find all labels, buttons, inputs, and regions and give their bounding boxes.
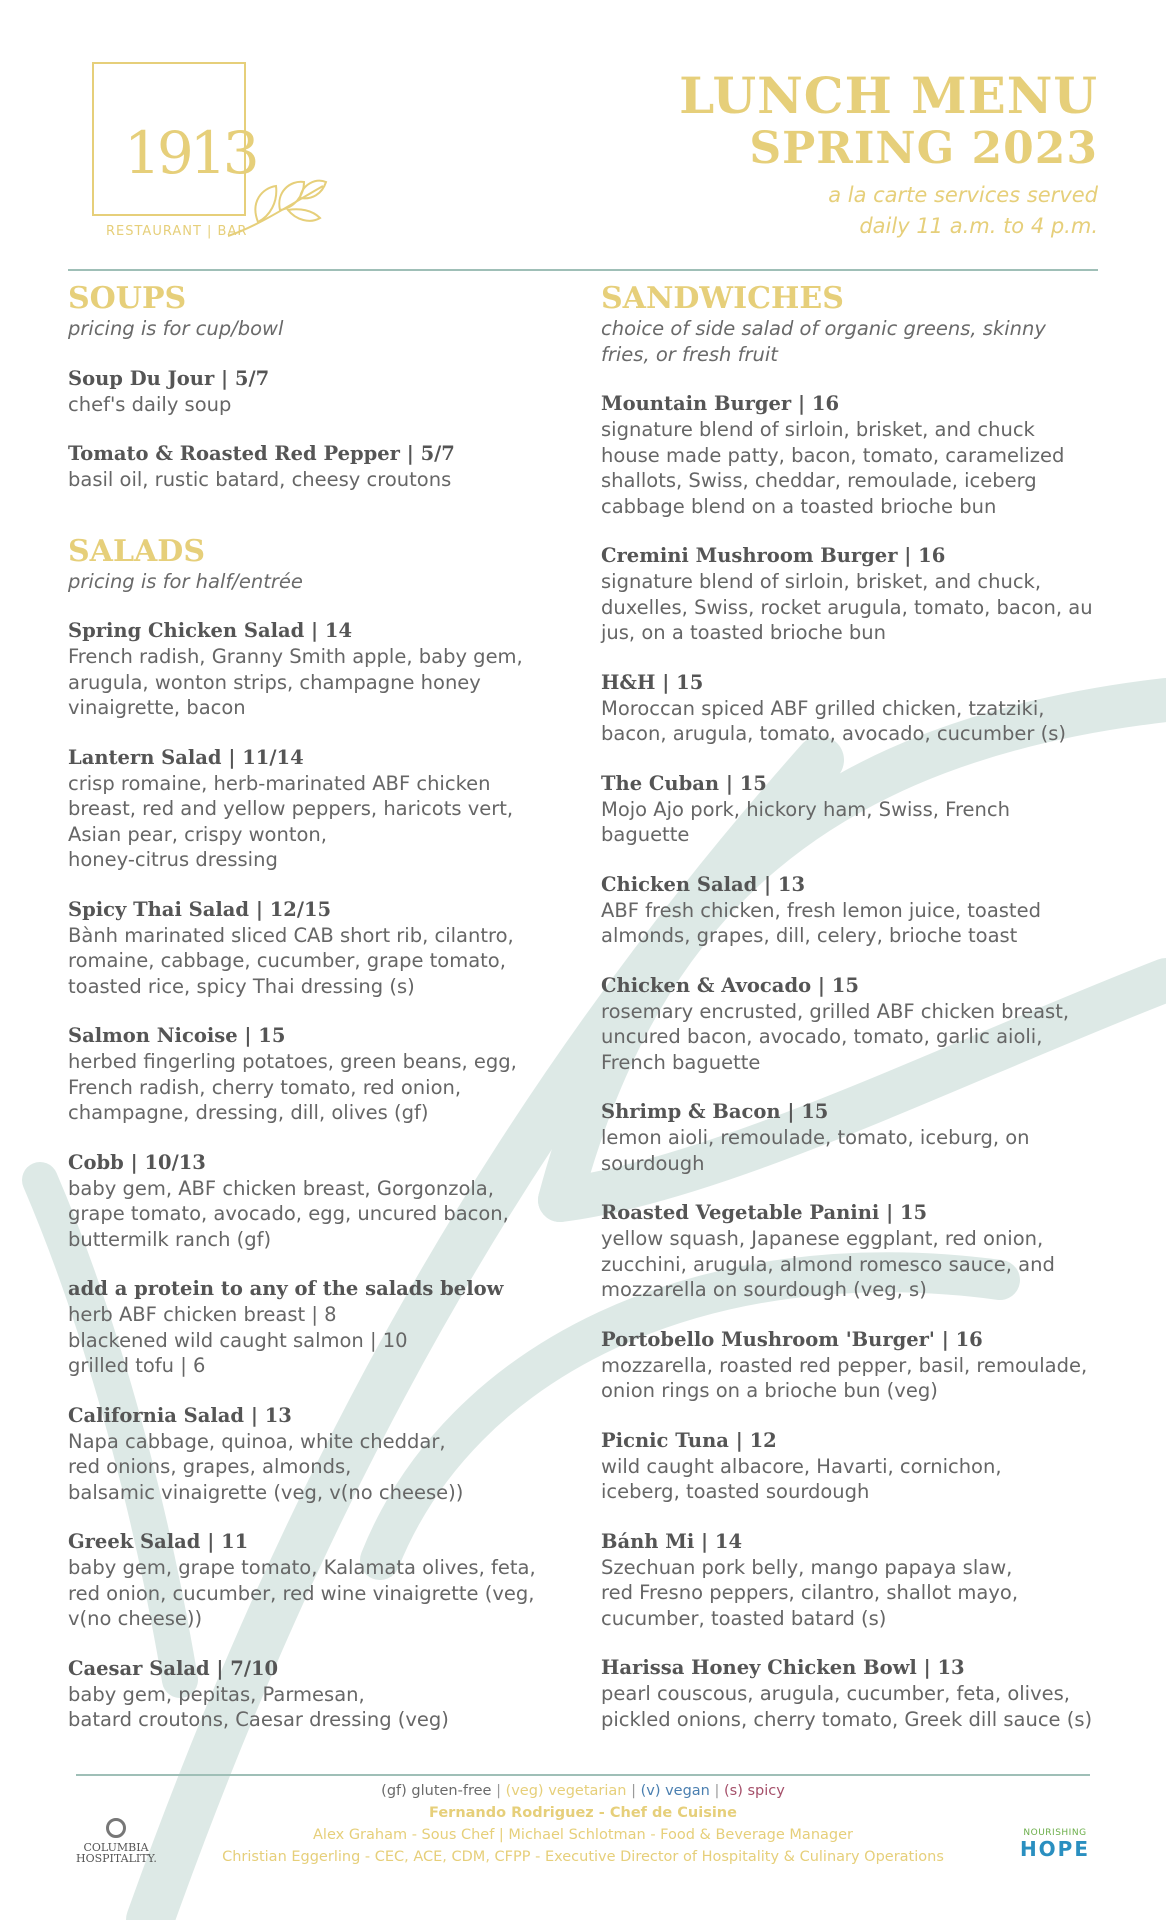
menu-item — [601, 872, 1111, 949]
menu-item-description: ABF fresh chicken, fresh lemon juice, toasted almonds, grapes, dill, celery, brioche toast — [601, 898, 1041, 947]
service-hours-line2: daily 11 a.m. to 4 p.m. — [859, 214, 1098, 238]
menu-title: LUNCH MENU — [679, 66, 1098, 125]
menu-item-description: signature blend of sirloin, brisket, and chuck, duxelles, Swiss, rocket arugula, tomato, bacon, au jus, on a toasted brioche bun — [601, 570, 1093, 644]
menu-item — [68, 1403, 548, 1506]
logo-number: 1913 — [124, 119, 256, 187]
menu-item-description: crisp romaine, herb-marinated ABF chicken breast, red and yellow peppers, haricots vert, Asian pear, crispy wonton, honey-citrus dressing — [68, 771, 514, 871]
menu-item-description: chef's daily soup — [68, 392, 232, 416]
menu-item-name: California Salad | 13 — [68, 1403, 292, 1427]
footer-divider — [76, 1774, 1090, 1776]
chef-credit: Fernando Rodriguez - Chef de Cuisine — [429, 1805, 737, 1821]
legend-gluten-free: (gf) gluten-free — [381, 1783, 492, 1799]
menu-item-description: herb ABF chicken breast | 8 blackened wild caught salmon | 10 grilled tofu | 6 — [68, 1303, 408, 1377]
menu-item-description: herbed fingerling potatoes, green beans, egg, French radish, cherry tomato, red onion, champagne, dressing, dill, olives (gf) — [68, 1050, 517, 1124]
columbia-hospitality-logo: COLUMBIA HOSPITALITY. — [76, 1818, 156, 1864]
staff-credit-line2: Christian Eggerling - CEC, ACE, CDM, CFPP - Executive Director of Hospitality & Culinary Operations — [222, 1849, 944, 1865]
menu-item — [601, 670, 1111, 747]
menu-item — [68, 366, 548, 418]
menu-season: SPRING 2023 — [749, 123, 1098, 174]
menu-item — [601, 1428, 1111, 1505]
menu-item — [601, 391, 1111, 519]
menu-item-name: Bánh Mi | 14 — [601, 1529, 743, 1553]
menu-item — [68, 897, 548, 1000]
service-hours-line1: a la carte services served — [828, 183, 1098, 207]
menu-item-description: basil oil, rustic batard, cheesy croutons — [68, 468, 452, 491]
menu-item-description: Moroccan spiced ABF grilled chicken, tzatziki, bacon, arugula, tomato, avocado, cucumber (s) — [601, 696, 1066, 745]
menu-item-description: baby gem, grape tomato, Kalamata olives, feta, red onion, cucumber, red wine vinaigrette (veg, v(no cheese)) — [68, 1556, 536, 1630]
header-divider — [68, 269, 1098, 271]
menu-item-description: Napa cabbage, quinoa, white cheddar, red onions, grapes, almonds, balsamic vinaigrette (veg, v(no cheese)) — [68, 1429, 464, 1504]
menu-item-name: Chicken Salad | 13 — [601, 872, 806, 896]
menu-item-name: Shrimp & Bacon | 15 — [601, 1100, 829, 1123]
sandwiches-list — [601, 391, 1111, 1732]
menu-item — [68, 441, 548, 493]
menu-item-name: Cobb | 10/13 — [68, 1150, 206, 1174]
menu-item-description: Mojo Ajo pork, hickory ham, Swiss, French baguette — [601, 797, 1010, 846]
menu-item-name: Harissa Honey Chicken Bowl | 13 — [601, 1656, 965, 1679]
menu-item — [601, 1327, 1111, 1404]
menu-item-name: Spicy Thai Salad | 12/15 — [68, 897, 332, 921]
menu-item-name: Roasted Vegetable Panini | 15 — [601, 1201, 928, 1224]
menu-item-description: baby gem, pepitas, Parmesan, batard croutons, Caesar dressing (veg) — [68, 1682, 449, 1731]
menu-item-name: Picnic Tuna | 12 — [601, 1428, 777, 1452]
columbia-ring-icon — [106, 1818, 126, 1838]
salads-list — [68, 618, 548, 1733]
menu-item-description: French radish, Granny Smith apple, baby gem, arugula, wonton strips, champagne honey vinaigrette, bacon — [68, 645, 523, 719]
menu-item — [601, 1655, 1111, 1732]
menu-item-description: yellow squash, Japanese eggplant, red onion, zucchini, arugula, almond romesco sauce, and mozzarella on sourdough (veg, s) — [601, 1227, 1055, 1301]
staff-credit-line1: Alex Graham - Sous Chef | Michael Schlotman - Food & Beverage Manager — [313, 1827, 853, 1843]
right-column — [601, 280, 1111, 1756]
menu-item — [68, 745, 548, 873]
menu-item — [601, 771, 1111, 848]
menu-item-description: lemon aioli, remoulade, tomato, iceburg, on sourdough — [601, 1126, 1030, 1175]
sandwiches-side-note: choice of side salad of organic greens, skinny fries, or fresh fruit — [601, 317, 1046, 366]
menu-item — [68, 1276, 548, 1379]
menu-item-name: add a protein to any of the salads below — [68, 1277, 504, 1300]
legend-vegetarian: (veg) vegetarian — [505, 1783, 627, 1799]
menu-footer — [0, 1780, 1166, 1868]
menu-item-name: The Cuban | 15 — [601, 771, 767, 795]
legend-spicy: (s) spicy — [723, 1783, 785, 1799]
menu-item-name: Soup Du Jour | 5/7 — [68, 366, 270, 390]
menu-item — [68, 1150, 548, 1253]
menu-item-name: Spring Chicken Salad | 14 — [68, 619, 353, 642]
legend-vegan: (v) vegan — [640, 1783, 710, 1799]
menu-item — [68, 1529, 548, 1632]
menu-item — [601, 1099, 1111, 1176]
soups-heading: SOUPS — [68, 281, 187, 316]
soups-pricing-note: pricing is for cup/bowl — [68, 317, 284, 340]
menu-item — [601, 543, 1111, 646]
menu-item-name: Portobello Mushroom 'Burger' | 16 — [601, 1327, 983, 1351]
menu-item — [68, 618, 548, 721]
menu-item-description: Szechuan pork belly, mango papaya slaw, red Fresno peppers, cilantro, shallot mayo, cucumber, toasted batard (s) — [601, 1555, 1019, 1630]
dietary-legend: (gf) gluten-free | (veg) vegetarian | (v) vegan | (s) spicy — [381, 1783, 785, 1799]
nourishing-hope-logo: NOURISHING HOPE — [1019, 1828, 1090, 1861]
menu-item — [601, 973, 1111, 1076]
menu-item-name: Caesar Salad | 7/10 — [68, 1656, 279, 1680]
salads-heading: SALADS — [68, 533, 205, 569]
menu-item — [68, 1656, 548, 1733]
menu-item-name: Lantern Salad | 11/14 — [68, 745, 304, 769]
menu-item-description: signature blend of sirloin, brisket, and chuck house made patty, bacon, tomato, caramelized shallots, Swiss, cheddar, remoulade, iceberg cabbage blend on a toasted brioche bun — [601, 418, 1065, 518]
menu-item — [68, 1023, 548, 1126]
menu-header — [679, 68, 1098, 242]
menu-item-name: Mountain Burger | 16 — [601, 392, 840, 415]
menu-item-name: Cremini Mushroom Burger | 16 — [601, 544, 946, 567]
menu-item-description: Bành marinated sliced CAB short rib, cilantro, romaine, cabbage, cucumber, grape tomato, toasted rice, spicy Thai dressing (s) — [68, 923, 514, 998]
menu-item-name: H&H | 15 — [601, 670, 704, 694]
salads-pricing-note: pricing is for half/entrée — [68, 569, 303, 593]
left-column — [68, 280, 548, 1757]
menu-item-name: Greek Salad | 11 — [68, 1530, 249, 1553]
menu-item-name: Tomato & Roasted Red Pepper | 5/7 — [68, 442, 455, 465]
soups-list — [68, 366, 548, 493]
logo-subtitle: RESTAURANT | BAR — [106, 224, 248, 239]
menu-item — [601, 1200, 1111, 1303]
menu-item-description: mozzarella, roasted red pepper, basil, remoulade, onion rings on a brioche bun (veg) — [601, 1353, 1088, 1402]
menu-item-name: Chicken & Avocado | 15 — [601, 973, 859, 997]
menu-item-description: wild caught albacore, Havarti, cornichon, iceberg, toasted sourdough — [601, 1454, 1002, 1503]
menu-item — [601, 1529, 1111, 1632]
menu-item-description: baby gem, ABF chicken breast, Gorgonzola, grape tomato, avocado, egg, uncured bacon, buttermilk ranch (gf) — [68, 1176, 509, 1251]
menu-item-description: rosemary encrusted, grilled ABF chicken breast, uncured bacon, avocado, tomato, garlic aioli, French baguette — [601, 999, 1070, 1074]
sandwiches-heading: SANDWICHES — [601, 281, 844, 316]
menu-item-description: pearl couscous, arugula, cucumber, feta, olives, pickled onions, cherry tomato, Greek dill sauce (s) — [601, 1682, 1093, 1731]
menu-item-name: Salmon Nicoise | 15 — [68, 1024, 286, 1047]
restaurant-logo — [88, 58, 328, 248]
